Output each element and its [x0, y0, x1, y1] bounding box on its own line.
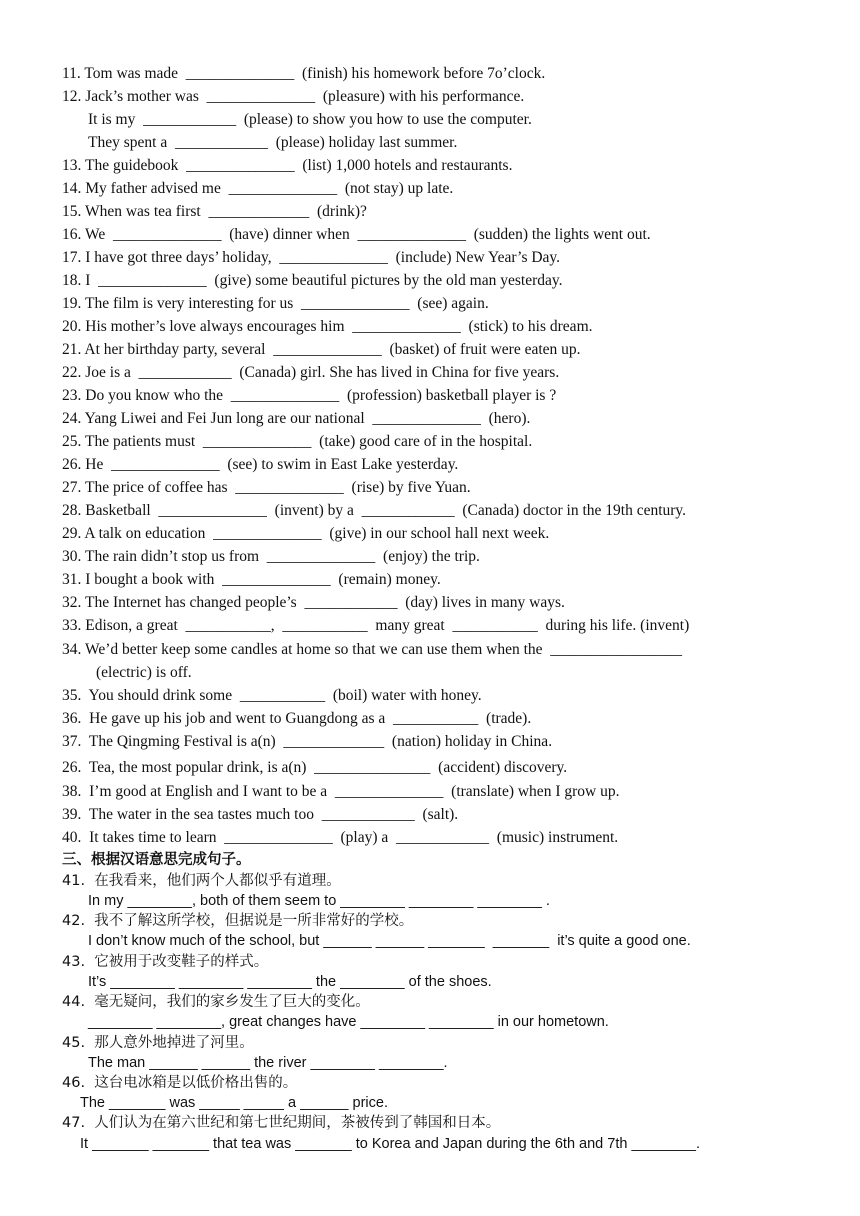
exercise-line: 43. 它被用于改变鞋子的样式。 [62, 954, 269, 970]
exercise-line: I don’t know much of the school, but ______ ______ _______ _______ it’s quite a good one. [88, 933, 691, 949]
exercise-line: It’s ________ ________ ________ the ________ of the shoes. [88, 974, 492, 990]
exercise-line: 33. Edison, a great ___________, ___________ many great ___________ during his life. (invent) [62, 617, 690, 634]
exercise-line: 20. His mother’s love always encourages him ______________ (stick) to his dream. [62, 318, 593, 335]
exercise-line: 40. It takes time to learn ______________ (play) a ____________ (music) instrument. [62, 829, 619, 846]
exercise-line: 39. The water in the sea tastes much too ____________ (salt). [62, 806, 459, 823]
exercise-line: 13. The guidebook ______________ (list) 1,000 hotels and restaurants. [62, 157, 513, 174]
exercise-line: 19. The film is very interesting for us ______________ (see) again. [62, 295, 489, 312]
exercise-line: 35. You should drink some ___________ (boil) water with honey. [62, 687, 482, 704]
exercise-line: 38. I’m good at English and I want to be a ______________ (translate) when I grow up. [62, 783, 620, 800]
exercise-line: It _______ _______ that tea was _______ to Korea and Japan during the 6th and 7th ________. [80, 1136, 700, 1152]
exercise-line: They spent a ____________ (please) holiday last summer. [88, 134, 458, 151]
exercise-line: 47. 人们认为在第六世纪和第七世纪期间，茶被传到了韩国和日本。 [62, 1115, 501, 1131]
exercise-line: It is my ____________ (please) to show you how to use the computer. [88, 111, 532, 128]
exercise-line: 30. The rain didn’t stop us from ______________ (enjoy) the trip. [62, 548, 480, 565]
exercise-line: 41. 在我看来，他们两个人都似乎有道理。 [62, 873, 341, 889]
exercise-line: 34. We’d better keep some candles at home so that we can use them when the _________________ [62, 641, 683, 658]
exercise-line: 27. The price of coffee has ______________ (rise) by five Yuan. [62, 479, 471, 496]
section-heading: 三、根据汉语意思完成句子。 [62, 852, 251, 868]
exercise-line: 46. 这台电冰箱是以低价格出售的。 [62, 1075, 298, 1091]
exercise-line: 23. Do you know who the ______________ (profession) basketball player is ? [62, 387, 557, 404]
exercise-line: 11. Tom was made ______________ (finish) his homework before 7o’clock. [62, 65, 546, 82]
exercise-line: 21. At her birthday party, several ______________ (basket) of fruit were eaten up. [62, 341, 581, 358]
exercise-line: 25. The patients must ______________ (take) good care of in the hospital. [62, 433, 533, 450]
exercise-line: 32. The Internet has changed people’s ____________ (day) lives in many ways. [62, 594, 565, 611]
exercise-line: 36. He gave up his job and went to Guangdong as a ___________ (trade). [62, 710, 532, 727]
exercise-line: In my ________, both of them seem to ________ ________ ________ . [88, 893, 550, 909]
exercise-line: 44. 毫无疑问，我们的家乡发生了巨大的变化。 [62, 994, 370, 1010]
exercise-line: 37. The Qingming Festival is a(n) _____________ (nation) holiday in China. [62, 733, 553, 750]
exercise-line: 29. A talk on education ______________ (give) in our school hall next week. [62, 525, 550, 542]
exercise-line: (electric) is off. [96, 664, 192, 681]
exercise-line: 26. Tea, the most popular drink, is a(n) _______________ (accident) discovery. [62, 759, 568, 776]
exercise-line: 16. We ______________ (have) dinner when ______________ (sudden) the lights went out. [62, 226, 651, 243]
exercise-line: The man ______ ______ the river ________ ________. [88, 1055, 448, 1071]
exercise-line: 45. 那人意外地掉进了河里。 [62, 1035, 254, 1051]
exercise-line: 31. I bought a book with ______________ (remain) money. [62, 571, 441, 588]
exercise-line: ________ ________, great changes have ________ ________ in our hometown. [88, 1014, 609, 1030]
exercise-line: 28. Basketball ______________ (invent) by a ____________ (Canada) doctor in the 19th century. [62, 502, 687, 519]
exercise-line: 42. 我不了解这所学校，但据说是一所非常好的学校。 [62, 913, 414, 929]
exercise-line: 22. Joe is a ____________ (Canada) girl. She has lived in China for five years. [62, 364, 560, 381]
exercise-line: 17. I have got three days’ holiday, ______________ (include) New Year’s Day. [62, 249, 561, 266]
exercise-line: 26. He ______________ (see) to swim in East Lake yesterday. [62, 456, 459, 473]
exercise-line: 15. When was tea first _____________ (drink)? [62, 203, 367, 220]
exercise-line: The _______ was _____ _____ a ______ price. [80, 1095, 388, 1111]
exercise-line: 24. Yang Liwei and Fei Jun long are our national ______________ (hero). [62, 410, 531, 427]
exercise-line: 18. I ______________ (give) some beautiful pictures by the old man yesterday. [62, 272, 563, 289]
exercise-line: 12. Jack’s mother was ______________ (pleasure) with his performance. [62, 88, 525, 105]
exercise-line: 14. My father advised me ______________ (not stay) up late. [62, 180, 454, 197]
